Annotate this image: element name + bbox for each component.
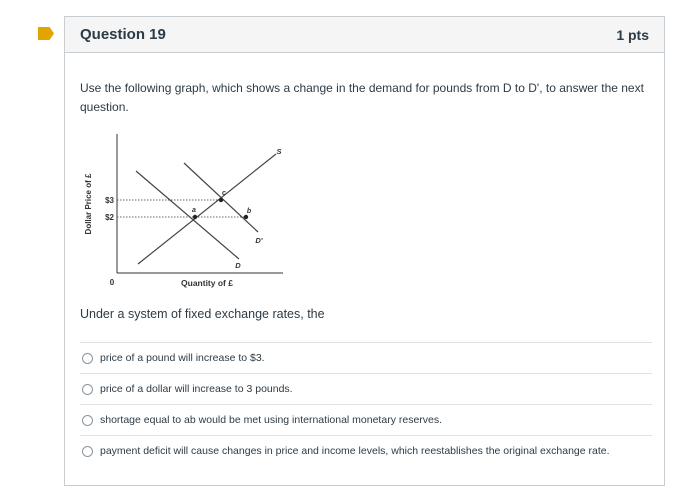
y-axis-label: Dollar Price of £ (84, 173, 93, 235)
demand-graph (81, 129, 291, 294)
bookmark-flag-shape (38, 27, 54, 40)
graph-svg (81, 129, 291, 294)
new-demand-label: D' (255, 236, 263, 245)
point-a-label: a (192, 207, 196, 214)
price-label-2: $2 (105, 213, 114, 222)
question-header (65, 17, 664, 53)
point-b-label: b (246, 208, 252, 215)
answer-list (80, 342, 652, 466)
demand-label: D (235, 261, 241, 270)
point-c (219, 198, 223, 202)
radio-button[interactable] (82, 384, 93, 395)
radio-button[interactable] (82, 415, 93, 426)
answer-option[interactable] (80, 373, 652, 404)
origin-label: 0 (109, 278, 115, 287)
supply-curve (138, 154, 276, 264)
question-card (64, 16, 665, 486)
question-points: 1 pts (616, 26, 649, 43)
point-b (244, 215, 248, 219)
answer-label[interactable]: price of a dollar will increase to 3 pounds. (100, 383, 293, 395)
answer-option[interactable] (80, 342, 652, 373)
question-text: Use the following graph, which shows a change in the demand for pounds from D to D', to answer the next question. (80, 81, 644, 114)
point-c-label: c (222, 190, 226, 197)
point-a (193, 215, 197, 219)
answer-label[interactable]: shortage equal to ab would be met using international monetary reserves. (100, 414, 443, 426)
question-prompt: Under a system of fixed exchange rates, the (80, 307, 325, 321)
question-title: Question 19 (80, 26, 166, 43)
answer-option[interactable] (80, 404, 652, 435)
answer-option[interactable] (80, 435, 652, 466)
answer-label[interactable]: price of a pound will increase to $3. (100, 352, 265, 364)
radio-button[interactable] (82, 446, 93, 457)
x-axis-label: Quantity of £ (181, 278, 233, 288)
answer-label[interactable]: payment deficit will cause changes in price and income levels, which reestablishes the original exchange rate. (100, 445, 610, 457)
radio-button[interactable] (82, 353, 93, 364)
supply-label: S (276, 147, 282, 156)
demand-curve (136, 171, 239, 259)
price-label-3: $3 (105, 196, 114, 205)
